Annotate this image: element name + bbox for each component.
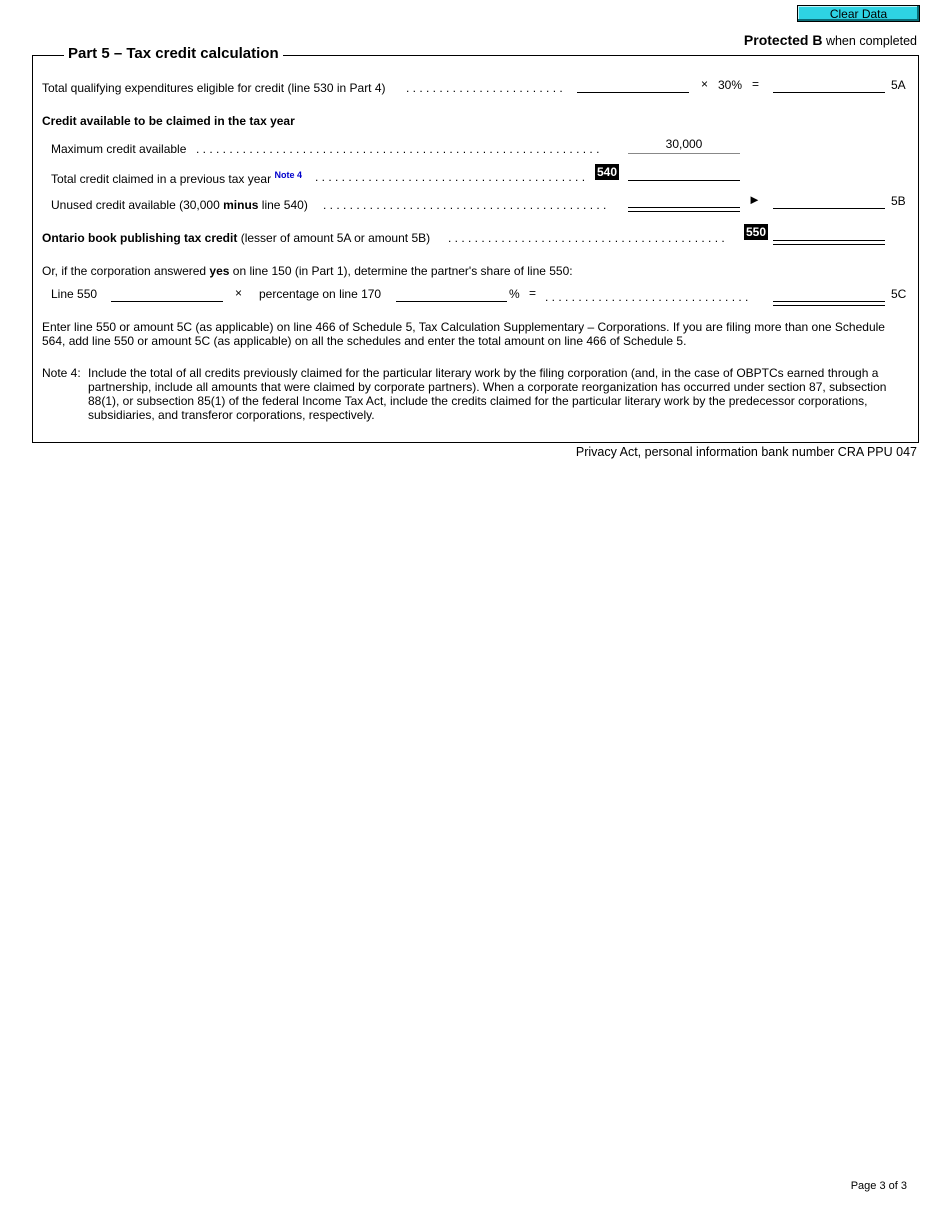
amount-5b-input[interactable] [773,191,885,207]
partner-line-550-underline [111,301,223,302]
row-5c-equals: = [529,286,537,300]
partner-intro-pre: Or, if the corporation answered [42,264,210,278]
note-4-text: Include the total of all credits previously claimed for the particular literary work by the filing corporation (and, in the case of OBPTCs earned through a partnership, include all amounts that were claimed by corporate partners). When a corporate reorganization has occurred under section 87, subsection 88(1), or subsection 85(1) of the federal Income Tax Act, include the credits claimed for the particular literary work by the predecessor corporations, subsidiaries, and transferor corporations, respectively. [88,366,887,422]
row-540-label: Total credit claimed in a previous tax year [51,172,272,186]
qualifying-expenditures-input[interactable] [577,76,689,92]
partner-intro-yes: yes [209,264,230,278]
protected-suffix: when completed [822,34,917,48]
row-550-label [42,231,430,245]
row-5a-rate: 30% [718,78,743,92]
ref-5b: 5B [891,194,906,208]
unused-credit-input[interactable] [628,191,740,207]
row-540-dots: . . . . . . . . . . . . . . . . . . . . . . . . . . . . . . . . . . . . . . . . . [315,170,586,184]
line-540-underline [628,180,740,181]
row-5b-label-pre: Unused credit available (30,000 [51,198,224,212]
instruction-paragraph: Enter line 550 or amount 5C (as applicable) on line 466 of Schedule 5, Tax Calculation Supplementary – Corporations. If you are filing more than one Schedule 564, add line 550 or amount 5C (as applicable) on all the schedules and enter the total amount on line 466 of Schedule 5. [42,320,885,348]
partner-line-550-input[interactable] [111,285,223,301]
qualifying-expenditures-underline [577,92,689,93]
amount-5b-underline [773,208,885,209]
row-5a-equals: = [752,77,760,91]
line-540-input[interactable] [628,164,740,180]
line-550-input[interactable] [773,224,885,240]
ref-5c: 5C [891,287,907,301]
row-5a-multiply: × [701,77,709,91]
line-550-double-underline [773,240,885,245]
note-4-label: Note 4: [42,366,81,380]
clear-data-button[interactable]: Clear Data [797,5,920,22]
credit-available-heading: Credit available to be claimed in the tax year [42,114,295,128]
row-5c-pct-label: percentage on line 170 [259,287,382,301]
line-540-code: 540 [597,165,618,179]
percentage-line-170-underline [396,301,507,302]
max-credit-value: 30,000 [665,137,703,151]
row-5b-label-minus: minus [223,198,259,212]
line-550-code: 550 [746,225,767,239]
max-credit-dots: . . . . . . . . . . . . . . . . . . . . . . . . . . . . . . . . . . . . . . . . . . . . . . . . . . . . . . . . . . . . . [196,142,600,156]
arrow-right-icon: ► [748,192,761,207]
row-5a-dots: . . . . . . . . . . . . . . . . . . . . . . . . [406,81,563,95]
max-credit-underline [628,153,740,154]
row-5c-line-label: Line 550 [51,287,98,301]
protected-b-notice [744,32,917,48]
row-540-label-wrap [51,170,302,186]
privacy-act-notice: Privacy Act, personal information bank number CRA PPU 047 [575,445,917,459]
row-5c-percent-sign: % [509,287,520,301]
percentage-line-170-input[interactable] [396,285,507,301]
protected-label: Protected B [743,32,823,48]
row-550-label-rest: (lesser of amount 5A or amount 5B) [237,231,431,245]
amount-5c-input[interactable] [773,285,885,301]
page-number: Page 3 of 3 [850,1180,907,1192]
row-5b-label-post: line 540) [258,198,308,212]
amount-5a-input[interactable] [773,76,885,92]
row-5b-label [51,198,308,212]
partner-share-intro [42,264,573,278]
unused-credit-double-underline [628,207,740,212]
note-4-link[interactable]: Note 4 [274,170,302,180]
row-5a-label: Total qualifying expenditures eligible for credit (line 530 in Part 4) [42,81,386,95]
amount-5a-underline [773,92,885,93]
ref-5a: 5A [891,78,906,92]
row-5c-dots: . . . . . . . . . . . . . . . . . . . . . . . . . . . . . . . [545,290,749,304]
max-credit-label: Maximum credit available [51,142,187,156]
row-550-label-bold: Ontario book publishing tax credit [42,231,238,245]
note-4 [42,366,908,422]
amount-5c-double-underline [773,301,885,306]
row-5c-multiply: × [235,286,243,300]
row-550-dots: . . . . . . . . . . . . . . . . . . . . . . . . . . . . . . . . . . . . . . . . . . [448,231,725,245]
partner-intro-post: on line 150 (in Part 1), determine the partner's share of line 550: [229,264,573,278]
row-5b-dots: . . . . . . . . . . . . . . . . . . . . . . . . . . . . . . . . . . . . . . . . . . . [323,198,607,212]
part5-title: Part 5 – Tax credit calculation [64,45,283,62]
